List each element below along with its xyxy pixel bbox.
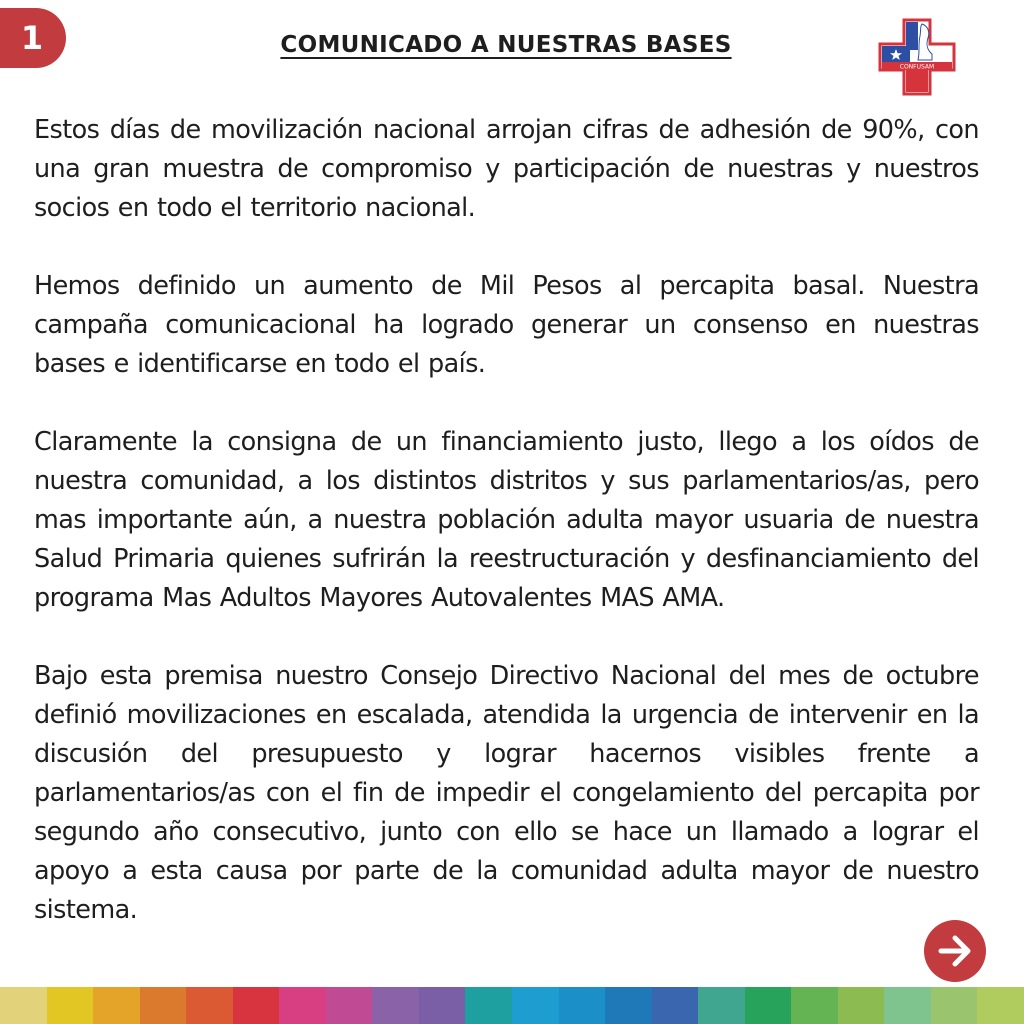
color-strip-segment [465,987,512,1024]
page-title-text: COMUNICADO A NUESTRAS BASES [280,32,732,58]
decorative-color-strip [0,987,1024,1024]
logo-text: CONFUSAM [899,63,935,71]
color-strip-segment [512,987,559,1024]
color-strip-segment [838,987,885,1024]
color-strip-segment [47,987,94,1024]
color-strip-segment [93,987,140,1024]
color-strip-segment [372,987,419,1024]
color-strip-segment [140,987,187,1024]
paragraph-3: Claramente la consigna de un financiamiento justo, llego a los oídos de nuestra comunidad, a los distintos distritos y sus parlamentarios/as, pero mas importante aún, a nuestra población adulta mayor usuaria de nuestra Salud Primaria quienes sufrirán la reestructuración y desfinanciamiento del programa Mas Adultos Mayores Autovalentes MAS AMA. [34,427,979,613]
color-strip-segment [559,987,606,1024]
color-strip-segment [186,987,233,1024]
color-strip-segment [791,987,838,1024]
page-number: 1 [20,19,44,57]
color-strip-segment [745,987,792,1024]
color-strip-segment [698,987,745,1024]
communique-body [34,111,979,930]
color-strip-segment [0,987,47,1024]
color-strip-segment [279,987,326,1024]
color-strip-segment [652,987,699,1024]
color-strip-segment [605,987,652,1024]
color-strip-segment [977,987,1024,1024]
confusam-logo-icon [878,18,956,96]
paragraph-2: Hemos definido un aumento de Mil Pesos al percapita basal. Nuestra campaña comunicacional ha logrado generar un consenso en nuestras bases e identificarse en todo el país. [34,271,979,379]
color-strip-segment [884,987,931,1024]
page-title [0,32,1012,58]
arrow-right-icon [935,931,975,971]
paragraph-4: Bajo esta premisa nuestro Consejo Directivo Nacional del mes de octubre definió movilizaciones en escalada, atendida la urgencia de intervenir en la discusión del presupuesto y lograr hacernos visibles frente a parlamentarios/as con el fin de impedir el congelamiento del percapita por segundo año consecutivo, junto con ello se hace un llamado a lograr el apoyo a esta causa por parte de la comunidad adulta mayor de nuestro sistema. [34,661,979,925]
color-strip-segment [233,987,280,1024]
paragraph-1: Estos días de movilización nacional arrojan cifras de adhesión de 90%, con una gran muestra de compromiso y participación de nuestras y nuestros socios en todo el territorio nacional. [34,115,979,223]
color-strip-segment [931,987,978,1024]
color-strip-segment [419,987,466,1024]
color-strip-segment [326,987,373,1024]
next-page-button[interactable] [924,920,986,982]
